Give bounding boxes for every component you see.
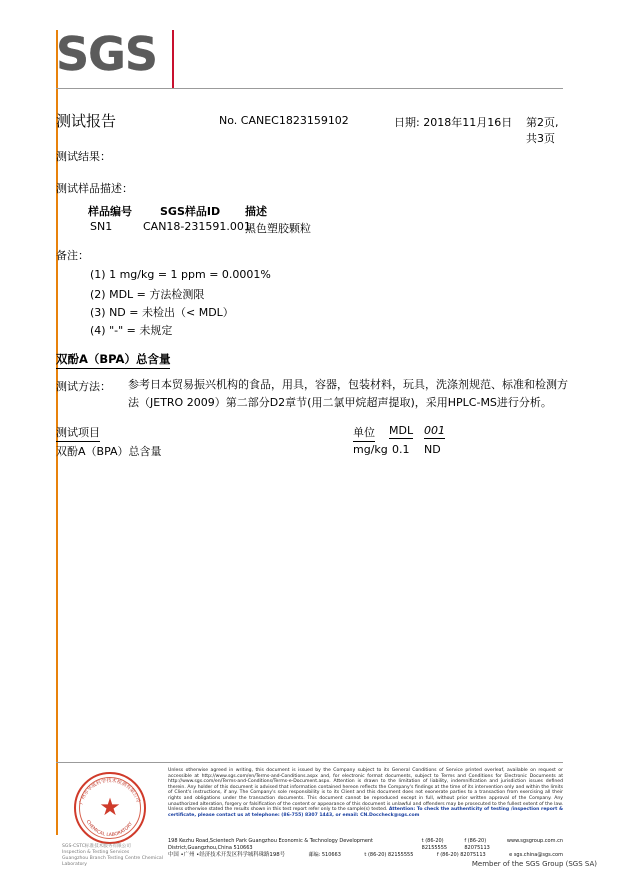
result-header-unit: 单位 (353, 424, 375, 442)
remark-item-4: (4) "-" = 未规定 (90, 324, 173, 337)
sample-row-desc: 黑色塑胶颗粒 (245, 222, 311, 235)
test-method-line-2: 法（JETRO 2009）第二部分D2章节(用二氯甲烷超声提取)，采用HPLC-MS进行分析。 (128, 396, 552, 409)
header-divider (56, 88, 563, 89)
remark-item-2: (2) MDL = 方法检测限 (90, 288, 205, 301)
footer-address-en-row (168, 838, 563, 852)
sample-description-label: 测试样品描述： (56, 182, 133, 195)
legal-disclaimer-text: Unless otherwise agreed in writing, this document is issued by the Company subject to its General Conditions of Service printed overleaf, available on request or accessible at http://www.sgs.com/en/Terms-and-Conditions.aspx and, for electronic format documents, subject to Terms and Conditions for Electronic Documents at http://www.sgs.com/en/Terms-and-Conditions/Terms-e-Document.aspx. Attention is drawn to the limitation of liability, indemnification and jurisdiction issues defined therein. Any holder of this document is advised that information contained hereon reflects the Company's findings at the time of its intervention only and within the limits of Client's instructions, if any. The Company's sole responsibility is to its Client and this document does not exonerate parties to a transaction from exercising all their rights and obligations under the transaction documents. This document cannot be reproduced except in full, without prior written approval of the Company. Any unauthorized alteration, forgery or falsification of the content or appearance of this document is unlawful and offenders may be prosecuted to the fullest extent of the law. Unless otherwise stated the results shown in this test report refer only to the sample(s) tested. (168, 768, 563, 813)
results-label: 测试结果： (56, 150, 111, 163)
sample-row-id: CAN18-231591.001 (143, 220, 251, 233)
report-date: 日期: 2018年11月16日 (394, 116, 513, 129)
sample-row-no: SN1 (90, 220, 113, 233)
red-star-icon: ★ (99, 794, 121, 821)
svg-text:CHEMICAL LABORATORY: CHEMICAL LABORATORY (84, 819, 135, 839)
result-row-value: ND (424, 443, 441, 456)
result-header-item: 测试项目 (56, 424, 100, 442)
page-title: 测试报告 (56, 112, 117, 130)
footer-address-en: 198 Kezhu Road,Scientech Park Guangzhou Economic & Technology Development District,Guangzhou,China 510663 (168, 838, 374, 851)
result-row-item: 双酚A（BPA）总含量 (56, 445, 162, 458)
footer-address-en-fax: f (86-20) 82075113 (464, 838, 490, 851)
test-method-label: 测试方法： (56, 380, 111, 393)
footer-divider (56, 762, 563, 763)
footer-address-cn-zip: 邮编: 510663 (308, 852, 341, 858)
report-number: No. CANEC1823159102 (219, 114, 349, 127)
footer-address-en-tel: t (86-20) 82155555 (421, 838, 448, 851)
stamp-caption-line-2: Inspection & Testing Services (62, 850, 130, 855)
section-title-bpa: 双酚A（BPA）总含量 (56, 351, 170, 369)
footer-address-cn-fax: f (86-20) 82075113 (436, 852, 486, 858)
footer-address (168, 838, 563, 859)
result-row-unit: mg/kg (353, 443, 388, 456)
result-header-mdl: MDL (389, 424, 414, 437)
logo-red-divider (172, 30, 174, 88)
member-line: Member of the SGS Group (SGS SA) (471, 860, 597, 868)
stamp-caption-line-3: Guangzhou Branch Testing Centre Chemical Laboratory (62, 856, 164, 867)
footer-address-cn: 中国 •广州 •经济技术开发区科学城科珠路198号 (168, 852, 286, 858)
footer-address-cn-row (168, 852, 563, 859)
legal-disclaimer (168, 768, 563, 818)
sample-table-header-no: 样品编号 (88, 205, 132, 218)
stamp-caption-line-1: SGS-CSTC标准技术服务有限公司 (62, 844, 131, 849)
remark-item-1: (1) 1 mg/kg = 1 ppm = 0.0001% (90, 268, 271, 281)
sample-table-header-id: SGS样品ID (160, 205, 221, 218)
sample-table-header-desc: 描述 (245, 205, 267, 218)
result-row-mdl: 0.1 (392, 443, 410, 456)
company-stamp (62, 770, 167, 867)
footer-address-cn-mail[interactable]: e sgs.china@sgs.com (509, 852, 563, 858)
legal-attention-text[interactable]: Attention: To check the authenticity of testing /inspection report & certificate, please contact us at telephone: (86-755) 8307 1443, or email: CN.Doccheck@sgs.com (168, 807, 563, 818)
svg-text:广州市华威科学技术检测有限公司: 广州市华威科学技术检测有限公司 (78, 777, 141, 806)
footer-address-en-web[interactable]: www.sgsgroup.com.cn (506, 838, 563, 844)
remark-item-3: (3) ND = 未检出（< MDL） (90, 306, 234, 319)
result-header-sample: 001 (424, 424, 445, 437)
stamp-caption (62, 844, 167, 868)
page-number: 第2页,共3页 (526, 116, 559, 145)
sgs-logo: SGS (56, 27, 158, 81)
remark-label: 备注： (56, 249, 89, 262)
title-row (56, 110, 563, 145)
footer-address-cn-tel: t (86-20) 82155555 (364, 852, 414, 858)
test-method-line-1: 参考日本贸易振兴机构的食品，用具，容器，包装材料，玩具，洗涤剂规范、标准和检测方 (128, 378, 568, 391)
sgs-logo-container (56, 27, 186, 86)
